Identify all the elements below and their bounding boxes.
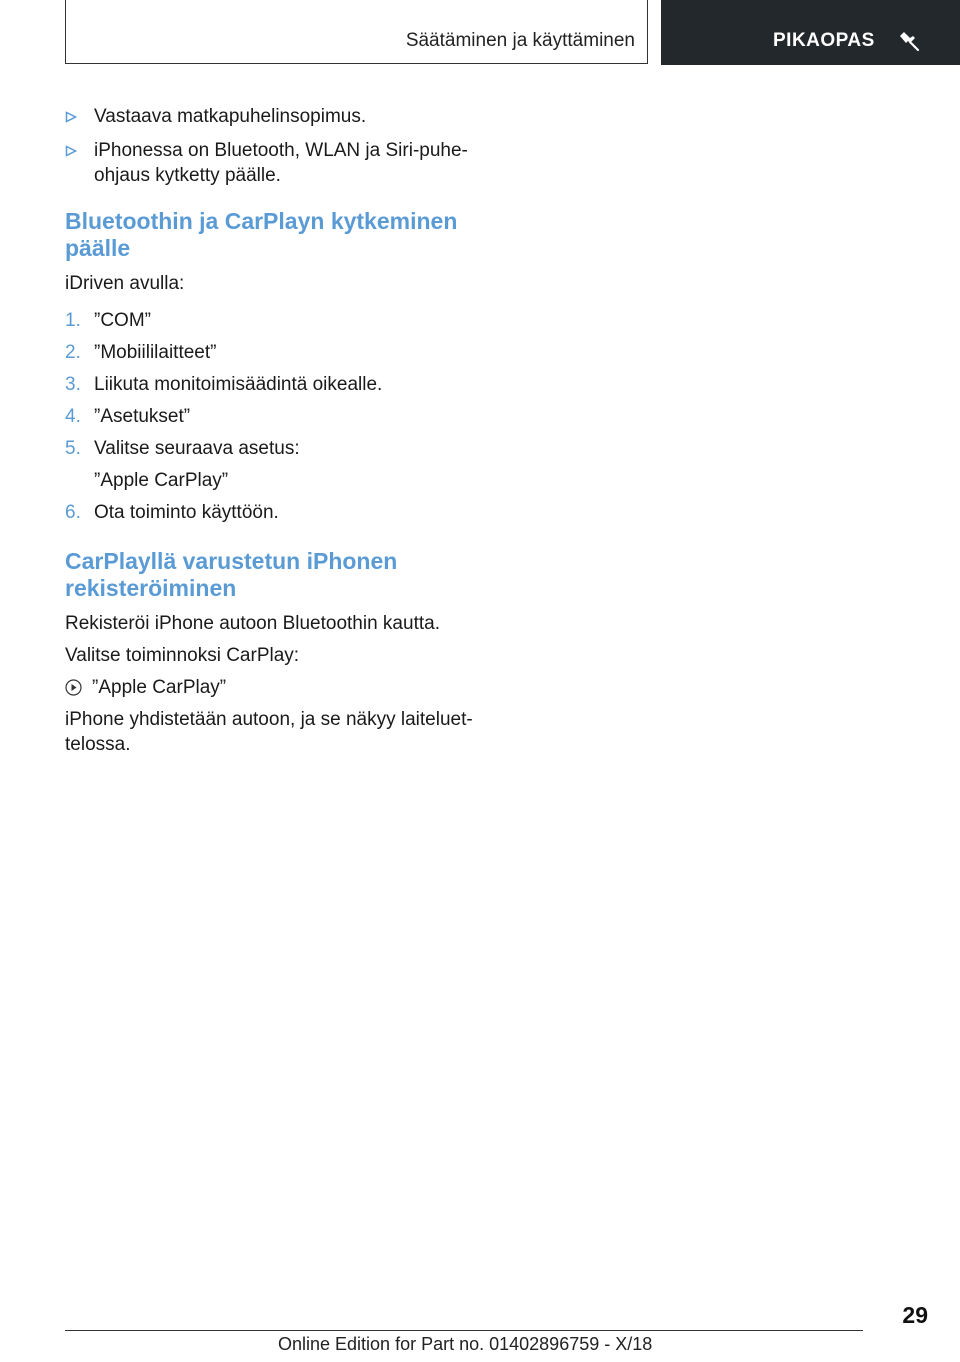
step-number: 2. xyxy=(65,342,81,363)
section-heading: Bluetoothin ja CarPlayn kytkeminen päälle xyxy=(65,208,458,261)
step-text: Ota toiminto käyttöön. xyxy=(94,502,279,523)
page-number: 29 xyxy=(902,1302,928,1328)
section-heading: CarPlayllä varustetun iPhonen rekisteröiminen xyxy=(65,548,398,601)
step-item xyxy=(65,500,485,525)
step-number: 4. xyxy=(65,406,81,427)
step-text: Liikuta monitoimisäädintä oikealle. xyxy=(94,374,383,395)
menu-item-text: ”Apple CarPlay” xyxy=(92,677,227,698)
step-text: Valitse seuraava asetus: xyxy=(94,438,300,459)
triangle-bullet-icon xyxy=(65,111,77,123)
step-number: 5. xyxy=(65,438,81,459)
intro-text: iDriven avulla: xyxy=(65,273,185,294)
footer-divider xyxy=(65,1330,863,1331)
play-circle-icon xyxy=(65,679,82,696)
step-item xyxy=(65,372,485,397)
quick-guide-tab[interactable] xyxy=(661,0,960,65)
step-number: 3. xyxy=(65,374,81,395)
content-column xyxy=(65,104,485,764)
menu-path xyxy=(65,675,485,700)
step-item xyxy=(65,308,485,333)
step-subtext: ”Apple CarPlay” xyxy=(94,470,229,491)
step-item xyxy=(65,340,485,365)
step-item xyxy=(65,436,485,493)
step-text: ”COM” xyxy=(94,310,151,331)
requirement-text: Vastaava matkapuhelinsopimus. xyxy=(94,106,367,127)
requirement-item xyxy=(65,104,485,129)
section-title: Säätäminen ja käyttäminen xyxy=(405,30,635,51)
step-item xyxy=(65,404,485,429)
requirement-item xyxy=(65,138,485,188)
paragraph: Valitse toiminnoksi CarPlay: xyxy=(65,645,300,666)
steps-list xyxy=(65,308,485,525)
step-number: 1. xyxy=(65,310,81,331)
step-text: ”Asetukset” xyxy=(94,406,191,427)
tab-label: PIKAOPAS xyxy=(773,30,875,51)
paragraph: iPhone yhdistetään autoon, ja se näkyy laiteluet-telossa. xyxy=(65,709,473,755)
pin-icon xyxy=(896,28,922,54)
footer-edition: Online Edition for Part no. 01402896759 - X/18 xyxy=(278,1334,653,1354)
step-number: 6. xyxy=(65,502,81,523)
requirement-text: iPhonessa on Bluetooth, WLAN ja Siri-puhe-ohjaus kytketty päälle. xyxy=(94,140,468,186)
triangle-bullet-icon xyxy=(65,145,77,157)
header-section-box xyxy=(65,0,648,64)
paragraph: Rekisteröi iPhone autoon Bluetoothin kautta. xyxy=(65,613,440,634)
step-text: ”Mobiililaitteet” xyxy=(94,342,217,363)
